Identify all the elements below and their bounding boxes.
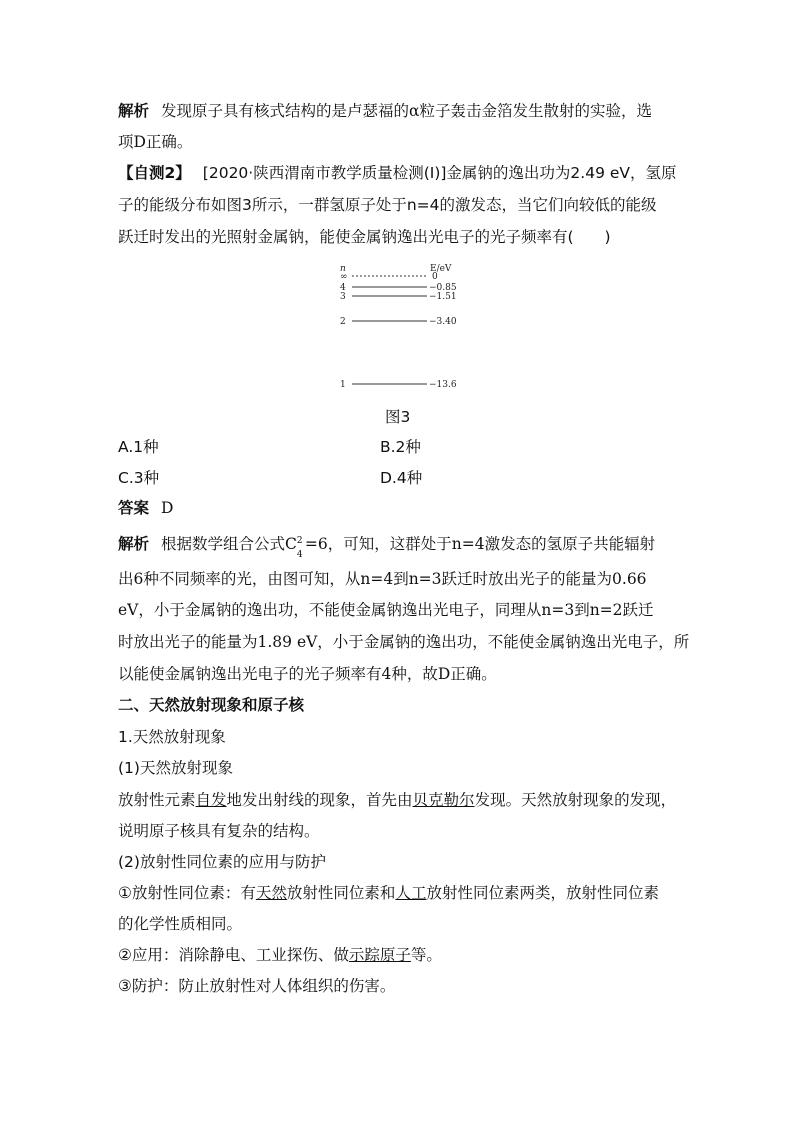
analysis-text: 出6种不同频率的光，由图可知，从n=4到n=3跃迁时放出光子的能量为0.66 (118, 570, 647, 588)
analysis-text: =6，可知，这群处于n=4激发态的氢原子共能辐射 (304, 535, 656, 553)
analysis-text: 发现原子具有核式结构的是卢瑟福的α粒子轰击金箔发生散射的实验，选 (161, 102, 652, 120)
analysis-text: eV，小于金属钠的逸出功，不能使金属钠逸出光电子，同理从n=3到n=2跃迁 (118, 601, 654, 619)
energy-level-diagram (330, 260, 470, 395)
paragraph-line: 的化学性质相同。 (118, 915, 243, 933)
text: 等。 (410, 946, 442, 964)
underlined-term: 人工 (395, 884, 427, 902)
level-n-2: 2 (340, 317, 346, 327)
level-e-3: −1.51 (429, 292, 457, 302)
analysis-text: 时放出光子的能量为1.89 eV，小于金属钠的逸出功，不能使金属钠逸出光电子，所 (118, 633, 690, 651)
axis-n-label: n (340, 264, 346, 274)
text: 地发出射线的现象，首先由 (226, 791, 413, 809)
section-heading: 二、天然放射现象和原子核 (118, 696, 305, 714)
analysis-text: 以能使金属钠逸出光电子的光子频率有4种，故D正确。 (118, 665, 497, 683)
analysis-paragraph-2 (118, 534, 656, 560)
analysis-line (118, 664, 497, 684)
analysis-label: 解析 (118, 102, 150, 120)
answer-line (118, 498, 173, 518)
text: ①放射性同位素：有 (118, 884, 256, 902)
self-test-question (118, 163, 677, 183)
analysis-paragraph-1-cont (118, 132, 192, 152)
question-text: 子的能级分布如图3所示，一群氢原子处于n=4的激发态，当它们向较低的能级 (118, 196, 657, 214)
analysis-paragraph-1 (118, 101, 652, 121)
paragraph-line (118, 883, 659, 903)
text: 放射性同位素和 (286, 884, 396, 902)
text: 放射性同位素两类，放射性同位素 (426, 884, 659, 902)
combination-indices (296, 536, 305, 560)
level-e-2: −3.40 (429, 317, 457, 327)
option-d: D.4种 (380, 469, 423, 487)
paragraph-line: 说明原子核具有复杂的结构。 (118, 822, 320, 840)
level-n-3: 3 (340, 292, 346, 302)
level-e-4: −0.85 (429, 283, 457, 293)
analysis-line (118, 632, 689, 652)
paragraph-line (118, 790, 676, 810)
option-b: B.2种 (380, 438, 421, 456)
analysis-text: 项D正确。 (118, 133, 193, 151)
combination-sub: 4 (296, 550, 303, 560)
level-e-1: −13.6 (429, 380, 457, 390)
text: 放射性元素 (118, 791, 196, 809)
self-test-tag: 【自测2】 (118, 164, 191, 182)
question-line (118, 227, 611, 247)
answer-label: 答案 (118, 499, 150, 517)
level-n-inf: ∞ (340, 272, 348, 282)
axis-e-label: E/eV (430, 264, 452, 274)
level-n-4: 4 (340, 283, 346, 293)
analysis-line (118, 600, 654, 620)
analysis-label: 解析 (118, 535, 150, 553)
underlined-term: 天然 (255, 884, 287, 902)
underlined-term: 示踪原子 (348, 946, 411, 964)
paragraph-line (118, 945, 442, 965)
question-text: [2020·陕西渭南市教学质量检测(Ⅰ)]金属钠的逸出功为2.49 eV，氢原 (202, 164, 677, 182)
text: ②应用：消除静电、工业探伤、做 (118, 946, 349, 964)
analysis-line (118, 569, 647, 589)
figure-caption: 图3 (385, 408, 411, 426)
option-a: A.1种 (118, 438, 159, 456)
level-e-inf: 0 (432, 272, 438, 282)
question-text: 跃迁时发出的光照射金属钠，能使金属钠逸出光电子的光子频率有( ) (118, 228, 611, 246)
subsection-title: (2)放射性同位素的应用与防护 (118, 853, 326, 871)
option-c: C.3种 (118, 469, 160, 487)
subsection-title: 1.天然放射现象 (118, 728, 226, 746)
analysis-text: 根据数学组合公式C (161, 535, 297, 553)
answer-value: D (161, 499, 174, 517)
text: 发现。天然放射现象的发现， (474, 791, 677, 809)
paragraph-line: ③防护：防止放射性对人体组织的伤害。 (118, 977, 396, 995)
combination-sup: 2 (296, 536, 303, 546)
level-n-1: 1 (340, 380, 346, 390)
question-line (118, 195, 657, 215)
underlined-term: 贝克勒尔 (412, 791, 475, 809)
subsection-title: (1)天然放射现象 (118, 759, 233, 777)
underlined-term: 自发 (195, 791, 227, 809)
